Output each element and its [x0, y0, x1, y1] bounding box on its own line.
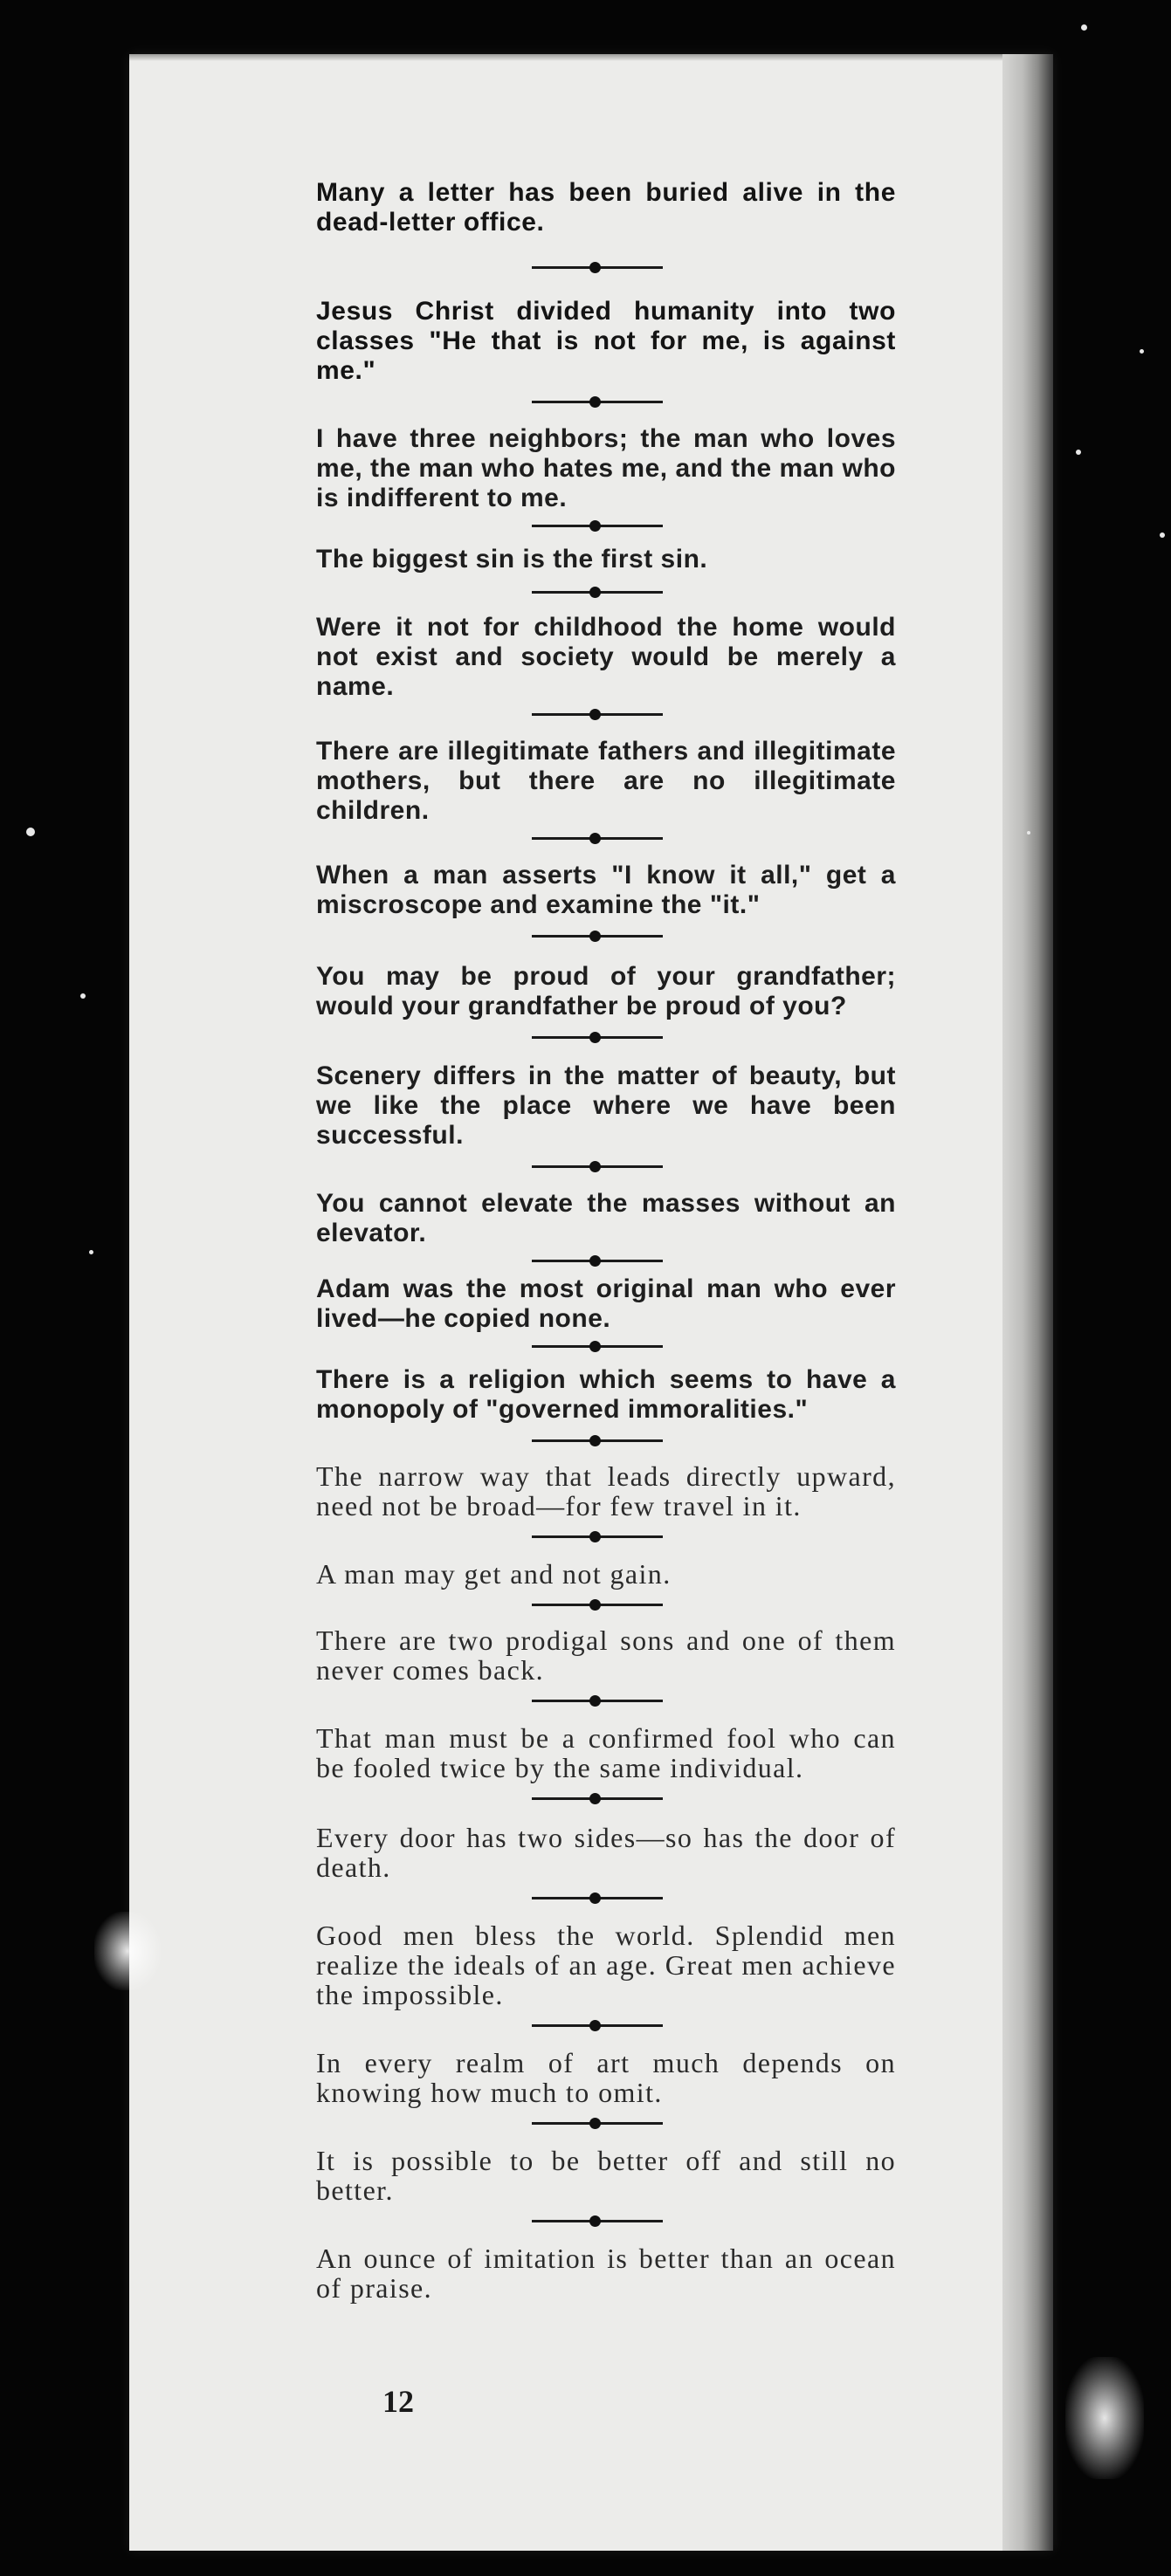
film-speck: [1081, 24, 1087, 31]
saying: You cannot elevate the masses without an elevator.: [316, 1189, 896, 1247]
ornamental-divider: [532, 1524, 663, 1550]
film-glare: [1065, 2357, 1144, 2479]
saying: I have three neighbors; the man who loves me, the man who hates me, and the man who is indifferent to me.: [316, 424, 896, 512]
saying: The biggest sin is the first sin.: [316, 545, 708, 574]
saying: Scenery differs in the matter of beauty, but we like the place where we have been successful.: [316, 1061, 896, 1150]
saying: Were it not for childhood the home would not exist and society would be merely a name.: [316, 613, 896, 701]
ornamental-divider: [532, 1334, 663, 1360]
ornamental-divider: [532, 1248, 663, 1274]
ornamental-divider: [532, 1154, 663, 1180]
saying: You may be proud of your grandfather; would your grandfather be proud of you?: [316, 962, 896, 1020]
saying: In every realm of art much depends on knowing how much to omit.: [316, 2047, 896, 2108]
saying: When a man asserts "I know it all," get a miscroscope and examine the "it.": [316, 861, 896, 919]
film-speck: [80, 993, 86, 999]
ornamental-divider: [532, 1786, 663, 1812]
ornamental-divider: [532, 1688, 663, 1714]
film-speck: [1160, 532, 1165, 538]
ornamental-divider: [532, 2013, 663, 2039]
saying: An ounce of imitation is better than an ocean of praise.: [316, 2243, 896, 2304]
ornamental-divider: [532, 1592, 663, 1618]
ornamental-divider: [532, 1428, 663, 1454]
ornamental-divider: [532, 2111, 663, 2137]
ornamental-divider: [532, 826, 663, 852]
ornamental-divider: [532, 580, 663, 606]
saying: Jesus Christ divided humanity into two classes "He that is not for me, is against me.": [316, 297, 896, 385]
film-glare: [94, 1912, 161, 1990]
film-speck: [89, 1250, 93, 1254]
film-speck: [1140, 349, 1144, 354]
page-number: 12: [382, 2384, 414, 2419]
ornamental-divider: [532, 513, 663, 539]
saying: It is possible to be better off and still no better.: [316, 2145, 896, 2206]
ornamental-divider: [532, 2208, 663, 2235]
page-top-border: [129, 54, 1002, 61]
saying: There are two prodigal sons and one of them never comes back.: [316, 1625, 896, 1686]
saying: Every door has two sides—so has the door of death.: [316, 1822, 896, 1883]
film-speck: [26, 828, 35, 836]
saying: There is a religion which seems to have a monopoly of "governed immoralities.": [316, 1365, 896, 1424]
saying: Good men bless the world. Splendid men realize the ideals of an age. Great men achieve the impossible.: [316, 1920, 896, 2010]
saying: The narrow way that leads directly upward, need not be broad—for few travel in it.: [316, 1460, 896, 1522]
film-speck: [1076, 450, 1081, 455]
ornamental-divider: [532, 255, 663, 281]
saying: There are illegitimate fathers and illegitimate mothers, but there are no illegitimate children.: [316, 737, 896, 825]
saying: Adam was the most original man who ever lived—he copied none.: [316, 1274, 896, 1333]
page-edge-shadow: [1002, 54, 1053, 2551]
saying: That man must be a confirmed fool who can be fooled twice by the same individual.: [316, 1722, 896, 1783]
sayings-column: [316, 178, 896, 2303]
saying: Many a letter has been buried alive in the dead-letter office.: [316, 178, 896, 237]
ornamental-divider: [532, 924, 663, 950]
ornamental-divider: [532, 1025, 663, 1051]
saying: A man may get and not gain.: [316, 1558, 672, 1590]
ornamental-divider: [532, 389, 663, 416]
film-speck: [1027, 831, 1030, 835]
ornamental-divider: [532, 702, 663, 728]
ornamental-divider: [532, 1886, 663, 1912]
